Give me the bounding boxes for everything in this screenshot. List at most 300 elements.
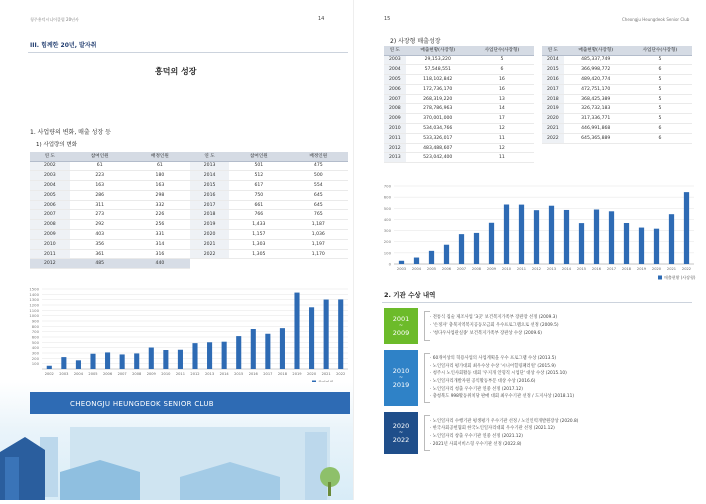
table-row	[542, 124, 692, 134]
award-year-from: 2001	[392, 315, 410, 323]
y-tick-label: 200	[383, 239, 391, 245]
sales-chart	[380, 180, 698, 292]
left-page-number: 14	[318, 16, 325, 22]
cell-year: 2020	[190, 230, 229, 240]
bar-2017	[609, 211, 614, 264]
table-cell: 11	[470, 153, 534, 163]
cell-year: 2008	[384, 104, 406, 114]
cell-year: 2011	[384, 133, 406, 143]
award-item: · '손정자' 충북지역복지공동모금회 우수프로그램으로 선정 (2009.5)	[430, 322, 559, 330]
y-tick-label: 800	[31, 323, 39, 329]
table-row	[190, 210, 348, 220]
x-tick-label: 2004	[411, 267, 422, 271]
table-row	[384, 94, 534, 104]
table-cell: 16	[470, 75, 534, 85]
table-cell: 370,001,000	[406, 114, 470, 124]
cell-year: 2012	[384, 143, 406, 153]
x-tick-label: 2003	[59, 372, 69, 376]
table-row	[30, 171, 190, 181]
participants-chart	[28, 283, 352, 392]
table-cell: 533,326,017	[406, 133, 470, 143]
participants-chart-svg	[28, 283, 352, 388]
table-row	[542, 94, 692, 104]
table-row	[190, 190, 348, 200]
table-row	[190, 171, 348, 181]
bar-2020	[309, 307, 314, 369]
table-cell: 403	[70, 230, 130, 240]
table-row	[30, 249, 190, 259]
left-header-text: 청주흥덕시니어클럽 20년사	[30, 17, 79, 22]
x-tick-label: 2006	[441, 267, 452, 271]
table-cell: 61	[70, 161, 130, 171]
awards-heading: 2. 기관 수상 내역	[384, 291, 436, 299]
bar-2007	[459, 234, 464, 264]
cell-year: 2015	[542, 65, 564, 75]
award-item: · 한국사회공헌협회 한국노인일자리대회 우수기관 선정 (2021.12)	[430, 425, 578, 433]
right-header-text: Cheongju Heungdeok Senior Club	[622, 17, 690, 22]
subsubsection-heading: 1) 사업량의 변화	[36, 142, 78, 148]
table-row	[30, 239, 190, 249]
col-assigned: 배정인원	[130, 152, 190, 161]
table-cell: 12	[470, 143, 534, 153]
x-tick-label: 2021	[666, 267, 677, 271]
bar-2008	[474, 233, 479, 264]
x-tick-label: 2006	[102, 372, 113, 376]
table-row	[30, 200, 190, 210]
table-row	[190, 220, 348, 230]
bar-2007	[120, 354, 125, 369]
col-sales: 매출현황(사장형)	[406, 46, 470, 55]
award-year-separator: ~	[398, 323, 404, 329]
x-tick-label: 2007	[456, 267, 467, 271]
table-cell: 485	[70, 259, 130, 269]
col-participants: 참여인원	[70, 152, 130, 161]
bar-2012	[534, 210, 539, 264]
table-cell: 316	[130, 249, 190, 259]
table-cell: 5	[628, 55, 692, 65]
right-page-number: 15	[384, 16, 391, 22]
bar-2004	[76, 360, 81, 369]
x-tick-label: 2011	[516, 267, 527, 271]
x-tick-label: 2014	[561, 267, 572, 271]
y-tick-label: 1200	[29, 302, 39, 308]
bar-2017	[265, 334, 270, 369]
cell-year: 2009	[30, 230, 70, 240]
table-row	[30, 259, 190, 269]
award-list	[430, 418, 578, 449]
award-list	[430, 314, 559, 337]
award-year-separator: ~	[398, 375, 404, 381]
table-cell: 5	[628, 104, 692, 114]
table-row	[542, 104, 692, 114]
col-sales: 매출현황(사장형)	[564, 46, 628, 55]
bar-2003	[61, 357, 66, 369]
table-row	[384, 124, 534, 134]
col-year: 연 도	[190, 152, 229, 161]
table-row	[30, 230, 190, 240]
table-row	[384, 133, 534, 143]
bar-2006	[105, 352, 110, 369]
table-cell: 446,991,868	[564, 124, 628, 134]
x-tick-label: 2021	[321, 372, 331, 376]
table-cell: 766	[229, 210, 288, 220]
y-tick-label: 600	[31, 334, 39, 340]
table-cell: 311	[70, 200, 130, 210]
cell-year: 2003	[384, 55, 406, 65]
col-units: 사업단수(사장형)	[628, 46, 692, 55]
x-tick-label: 2002	[44, 372, 54, 376]
table-cell: 500	[289, 171, 348, 181]
award-year-from: 2020	[392, 422, 410, 430]
table-cell: 765	[289, 210, 348, 220]
sales-table-b	[542, 46, 692, 144]
table-row	[384, 153, 534, 163]
cell-year: 2013	[190, 161, 229, 171]
y-tick-label: 700	[383, 183, 391, 189]
table-cell: 1,170	[289, 249, 348, 259]
x-tick-label: 2016	[591, 267, 602, 271]
award-item: · 60개이상의 혁용사업의 사업계획을 우수 프로그램 수상 (2013.5)	[430, 355, 574, 363]
table-cell: 6	[628, 65, 692, 75]
bar-2010	[504, 204, 509, 264]
award-item: · 전통식 집술 제조사업 '3곳' 보건복지가족부 장관장 선정 (2009.3)	[430, 314, 559, 322]
section-heading: III. 힘께한 20년, 발자취	[30, 42, 97, 49]
bar-2016	[594, 210, 599, 264]
subsection-heading: 1. 사업량의 변화, 매출 성장 등	[30, 129, 111, 136]
legend-label: 매출현황 (사장형)	[664, 275, 696, 280]
bar-2005	[90, 354, 95, 369]
cell-year: 2007	[384, 94, 406, 104]
bar-2006	[444, 245, 449, 264]
cell-year: 2014	[542, 55, 564, 65]
table-row	[384, 55, 534, 65]
col-year: 연 도	[30, 152, 70, 161]
x-tick-label: 2005	[426, 267, 437, 271]
table-row	[542, 75, 692, 85]
cell-year: 2022	[542, 133, 564, 143]
table-cell: 331	[130, 230, 190, 240]
table-cell: 523,042,400	[406, 153, 470, 163]
table-row	[384, 104, 534, 114]
award-item: · 충청북도 998활동위치당 판매 대회 최우수기관 선정 / 도지사상 (2018.11)	[430, 393, 574, 401]
y-tick-label: 1300	[29, 297, 39, 303]
table-cell: 750	[229, 190, 288, 200]
section-rule	[28, 52, 348, 53]
col-assigned: 배정인원	[289, 152, 348, 161]
table-row	[542, 65, 692, 75]
x-tick-label: 2013	[546, 267, 557, 271]
cell-year: 2010	[30, 239, 70, 249]
cell-year: 2012	[30, 259, 70, 269]
participants-table-b	[190, 152, 348, 259]
bar-2013	[549, 206, 554, 264]
table-cell: 5	[628, 75, 692, 85]
x-tick-label: 2019	[292, 372, 302, 376]
bar-2002	[47, 366, 52, 369]
table-cell: 645,365,889	[564, 133, 628, 143]
table-cell: 501	[229, 161, 288, 171]
table-cell: 5	[628, 114, 692, 124]
table-cell: 14	[470, 104, 534, 114]
table-cell: 278,786,963	[406, 104, 470, 114]
table-cell: 534,034,766	[406, 124, 470, 134]
table-cell: 472,751,170	[564, 84, 628, 94]
table-cell: 368,425,389	[564, 94, 628, 104]
award-year-range	[384, 412, 418, 454]
cell-year: 2017	[190, 200, 229, 210]
bar-2015	[236, 336, 241, 369]
y-tick-label: 1400	[29, 291, 39, 297]
table-cell: 1,433	[229, 220, 288, 230]
table-cell: 1,157	[229, 230, 288, 240]
table-cell: 483,488,607	[406, 143, 470, 153]
table-cell: 180	[130, 171, 190, 181]
award-item: · 노인일자리개발자원 공익활동부문 대상 수상 (2016.6)	[430, 378, 574, 386]
table-cell: 6	[470, 65, 534, 75]
table-row	[542, 84, 692, 94]
award-item: · 노인일자리 창출 우수기관 연중 선정 (2021.12)	[430, 433, 578, 441]
table-cell: 118,102,842	[406, 75, 470, 85]
table-cell: 13	[470, 94, 534, 104]
x-tick-label: 2013	[204, 372, 215, 376]
table-cell: 512	[229, 171, 288, 181]
cell-year: 2005	[30, 190, 70, 200]
y-tick-label: 300	[31, 350, 39, 356]
table-cell: 172,736,170	[406, 84, 470, 94]
cell-year: 2020	[542, 114, 564, 124]
cell-year: 2016	[542, 75, 564, 85]
x-tick-label: 2005	[88, 372, 98, 376]
award-list	[430, 355, 574, 401]
bar-2018	[624, 223, 629, 264]
legend-swatch	[658, 276, 662, 280]
table-row	[542, 114, 692, 124]
table-cell: 17	[470, 114, 534, 124]
x-tick-label: 2018	[621, 267, 632, 271]
table-cell: 11	[470, 133, 534, 143]
bar-2012	[192, 343, 197, 369]
table-cell: 326,732,183	[564, 104, 628, 114]
bar-2003	[399, 261, 404, 264]
cell-year: 2019	[542, 104, 564, 114]
cell-year: 2018	[190, 210, 229, 220]
x-tick-label: 2007	[117, 372, 127, 376]
x-tick-label: 2015	[576, 267, 587, 271]
table-cell: 57,548,551	[406, 65, 470, 75]
x-tick-label: 2019	[636, 267, 647, 271]
award-year-separator: ~	[398, 430, 404, 436]
bar-2009	[489, 223, 494, 264]
x-tick-label: 2015	[234, 372, 244, 376]
bar-2021	[669, 214, 674, 264]
cell-year: 2016	[190, 190, 229, 200]
x-tick-label: 2016	[248, 372, 258, 376]
y-tick-label: 200	[31, 355, 39, 361]
x-tick-label: 2022	[681, 267, 692, 271]
award-year-range	[384, 350, 418, 406]
x-tick-label: 2017	[263, 372, 273, 376]
y-tick-label: 1500	[29, 286, 39, 292]
bar-2018	[280, 328, 285, 369]
x-tick-label: 2011	[175, 372, 186, 376]
y-tick-label: 400	[31, 345, 39, 351]
table-cell: 489,420,774	[564, 75, 628, 85]
bar-2004	[414, 258, 419, 264]
y-tick-label: 300	[383, 228, 391, 234]
table-cell: 1,305	[229, 249, 288, 259]
table-cell: 314	[130, 239, 190, 249]
cell-year: 2021	[190, 239, 229, 249]
x-tick-label: 2020	[306, 372, 317, 376]
x-tick-label: 2022	[336, 372, 346, 376]
cell-year: 2005	[384, 75, 406, 85]
banner-text: CHEONGJU HEUNGDEOK SENIOR CLUB	[70, 400, 214, 408]
table-cell: 661	[229, 200, 288, 210]
cell-year: 2017	[542, 84, 564, 94]
cell-year: 2002	[30, 161, 70, 171]
x-tick-label: 2003	[396, 267, 407, 271]
x-tick-label: 2020	[651, 267, 662, 271]
left-page	[0, 0, 353, 500]
table-row	[190, 230, 348, 240]
table-cell: 5	[628, 94, 692, 104]
award-year-to: 2022	[392, 436, 410, 444]
table-cell: 12	[470, 124, 534, 134]
table-cell: 356	[70, 239, 130, 249]
table-row	[190, 161, 348, 171]
table-cell: 61	[130, 161, 190, 171]
table-cell: 645	[289, 190, 348, 200]
table-cell: 226	[130, 210, 190, 220]
table-cell: 361	[70, 249, 130, 259]
bar-2015	[579, 223, 584, 264]
y-tick-label: 100	[31, 361, 39, 367]
table-cell: 5	[628, 84, 692, 94]
table-cell: 6	[628, 124, 692, 134]
cell-year: 2006	[30, 200, 70, 210]
x-tick-label: 2008	[132, 372, 142, 376]
table-cell: 645	[289, 200, 348, 210]
award-item: · 노인일자리 청출 우수기관 연중 선정 (2017.12)	[430, 386, 574, 394]
table-cell: 163	[130, 181, 190, 191]
award-year-from: 2010	[392, 367, 410, 375]
bar-2014	[222, 342, 227, 369]
cell-year: 2019	[190, 220, 229, 230]
table-cell: 16	[470, 84, 534, 94]
col-year: 연 도	[542, 46, 564, 55]
y-tick-label: 700	[31, 329, 39, 335]
cell-year: 2022	[190, 249, 229, 259]
cell-year: 2013	[384, 153, 406, 163]
bar-2005	[429, 251, 434, 264]
y-tick-label: 900	[31, 318, 39, 324]
table-cell: 475	[289, 161, 348, 171]
table-row	[190, 239, 348, 249]
table-cell: 617	[229, 181, 288, 191]
col-year: 연 도	[384, 46, 406, 55]
participants-table-a	[30, 152, 190, 269]
table-cell: 163	[70, 181, 130, 191]
bar-2011	[178, 350, 183, 369]
table-cell: 298	[130, 190, 190, 200]
award-period	[384, 308, 684, 344]
col-participants: 참여인원	[229, 152, 288, 161]
bar-2010	[163, 350, 168, 369]
bar-2021	[324, 300, 329, 369]
cell-year: 2004	[30, 181, 70, 191]
bar-2022	[684, 192, 689, 264]
table-cell: 223	[70, 171, 130, 181]
x-tick-label: 2018	[277, 372, 288, 376]
award-item: · 2021년 사회서비스형 우수기관 선정 (2022.8)	[430, 441, 578, 449]
table-row	[384, 65, 534, 75]
page-title: 흥덕의 성장	[155, 67, 197, 76]
bar-2008	[134, 353, 139, 369]
x-tick-label: 2009	[486, 267, 497, 271]
sales-table-a	[384, 46, 534, 163]
table-cell: 273	[70, 210, 130, 220]
cell-year: 2011	[30, 249, 70, 259]
table-cell: 485,337,749	[564, 55, 628, 65]
x-tick-label: 2009	[146, 372, 156, 376]
bar-2019	[294, 293, 299, 369]
table-cell: 1,197	[289, 239, 348, 249]
bar-2020	[654, 229, 659, 264]
table-row	[30, 210, 190, 220]
cell-year: 2009	[384, 114, 406, 124]
y-tick-label: 100	[383, 250, 391, 256]
award-year-range	[384, 308, 418, 344]
table-row	[30, 161, 190, 171]
table-cell: 5	[470, 55, 534, 65]
cell-year: 2010	[384, 124, 406, 134]
table-row	[384, 143, 534, 153]
x-tick-label: 2014	[219, 372, 229, 376]
table-cell: 1,036	[289, 230, 348, 240]
cell-year: 2006	[384, 84, 406, 94]
table-cell: 317,336,771	[564, 114, 628, 124]
bar-2016	[251, 329, 256, 369]
cell-year: 2021	[542, 124, 564, 134]
table-row	[30, 220, 190, 230]
table-cell: 292	[70, 220, 130, 230]
x-tick-label: 2004	[73, 372, 84, 376]
y-tick-label: 1000	[29, 313, 39, 319]
award-period	[384, 350, 684, 406]
award-year-to: 2009	[392, 329, 410, 337]
x-tick-label: 2010	[501, 267, 512, 271]
table-cell: 1,187	[289, 220, 348, 230]
table-cell: 268,319,220	[406, 94, 470, 104]
table-row	[384, 114, 534, 124]
table-row	[542, 55, 692, 65]
col-units: 사업단수(사장형)	[470, 46, 534, 55]
award-item: · 청주시 노인사회활동 대회 '우지개 안형직 시업단' 대상 수상 (2015.10)	[430, 370, 574, 378]
bar-2014	[564, 210, 569, 264]
award-item: · '청다우사업관실종' 보건복지가족부 장관상 수상 (2009.6)	[430, 330, 559, 338]
sales-chart-svg	[380, 180, 698, 288]
bar-2011	[519, 205, 524, 264]
y-tick-label: 500	[383, 205, 391, 211]
y-tick-label: 400	[383, 216, 391, 222]
table-cell: 366,998,772	[564, 65, 628, 75]
award-item: · 노인일자리 평가대회 최우수상 수상 '시니어힐링패러럴' (2015.9)	[430, 363, 574, 371]
cell-year: 2018	[542, 94, 564, 104]
table-row	[384, 84, 534, 94]
x-tick-label: 2012	[190, 372, 200, 376]
bar-2013	[207, 342, 212, 369]
table-cell: 6	[628, 133, 692, 143]
